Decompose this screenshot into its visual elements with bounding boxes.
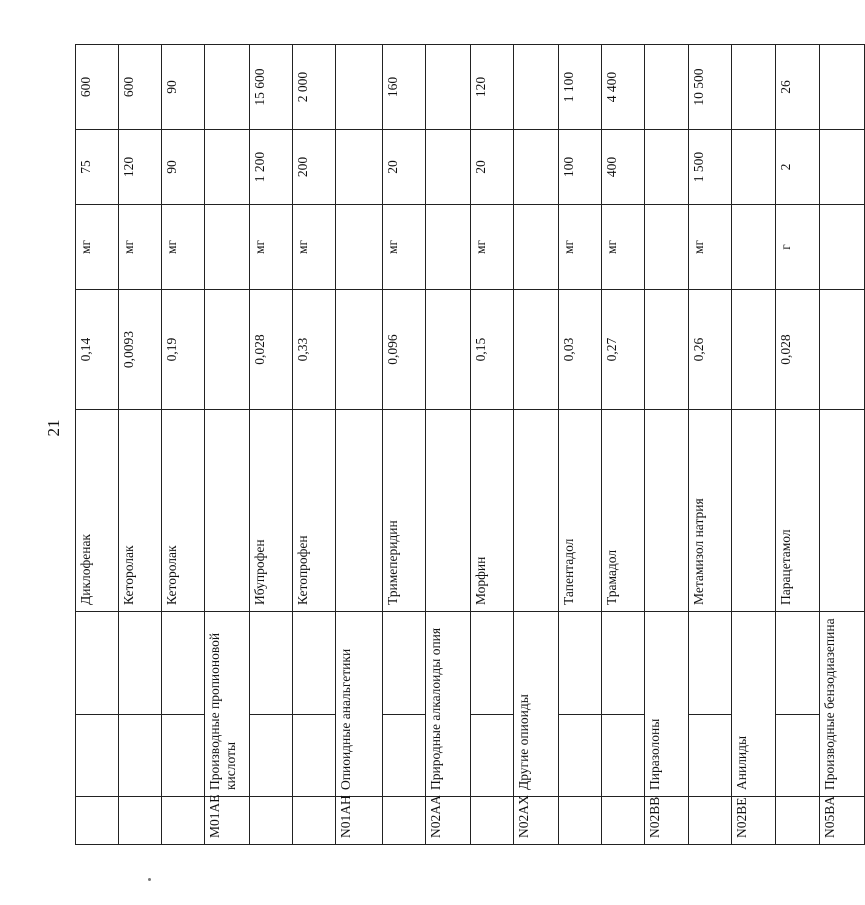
atc-code-cell — [119, 797, 162, 845]
table-row — [426, 45, 471, 845]
drug-name-cell: Кеторолак — [162, 410, 205, 612]
unit-cell: мг — [162, 205, 205, 290]
blank-cell — [119, 612, 162, 715]
value-cell: 0,0093 — [119, 290, 162, 410]
drug-name-cell: Тапентадол — [559, 410, 602, 612]
unit-cell — [820, 205, 865, 290]
dose-cell — [426, 130, 471, 205]
group-name-cell: Производные бензодиазепина — [820, 612, 865, 797]
unit-cell: мг — [559, 205, 602, 290]
value-cell: 0,27 — [602, 290, 645, 410]
drug-name-cell: Трамадол — [602, 410, 645, 612]
atc-code-cell — [162, 797, 205, 845]
drug-name-cell — [645, 410, 689, 612]
dose-cell — [820, 130, 865, 205]
group-name-cell — [559, 715, 602, 797]
total-cell: 10 500 — [689, 45, 732, 130]
value-cell: 0,028 — [250, 290, 293, 410]
blank-cell — [293, 612, 336, 715]
dose-cell: 1 500 — [689, 130, 732, 205]
unit-cell: мг — [383, 205, 426, 290]
drug-name-cell: Метамизол натрия — [689, 410, 732, 612]
drug-name-cell — [426, 410, 471, 612]
total-cell: 600 — [76, 45, 119, 130]
total-cell: 15 600 — [250, 45, 293, 130]
table-row — [76, 45, 119, 845]
atc-code-cell — [250, 797, 293, 845]
atc-code-cell: N02AA — [426, 797, 471, 845]
value-cell — [205, 290, 250, 410]
total-cell: 26 — [776, 45, 820, 130]
group-name-cell: Анилиды — [732, 612, 776, 797]
blank-cell — [162, 612, 205, 715]
group-name-cell — [602, 715, 645, 797]
total-cell: 4 400 — [602, 45, 645, 130]
group-name-cell — [119, 715, 162, 797]
atc-code-cell: M01AE — [205, 797, 250, 845]
table-row — [162, 45, 205, 845]
group-name-cell: Природные алкалоиды опия — [426, 612, 471, 797]
dose-cell: 90 — [162, 130, 205, 205]
blank-cell — [250, 612, 293, 715]
dose-cell: 2 — [776, 130, 820, 205]
dose-cell: 120 — [119, 130, 162, 205]
table-row — [293, 45, 336, 845]
total-cell — [645, 45, 689, 130]
group-name-cell: Производные пропионовой кислоты — [205, 612, 250, 797]
total-cell: 160 — [383, 45, 426, 130]
unit-cell: мг — [119, 205, 162, 290]
drug-name-cell — [820, 410, 865, 612]
table-row — [471, 45, 514, 845]
unit-cell: г — [776, 205, 820, 290]
table-row — [732, 45, 776, 845]
dose-cell — [336, 130, 383, 205]
total-cell — [205, 45, 250, 130]
atc-code-cell — [471, 797, 514, 845]
blank-cell — [602, 612, 645, 715]
value-cell: 0,028 — [776, 290, 820, 410]
dose-cell — [205, 130, 250, 205]
value-cell: 0,096 — [383, 290, 426, 410]
total-cell: 120 — [471, 45, 514, 130]
table-row — [119, 45, 162, 845]
table-row — [689, 45, 732, 845]
total-cell — [820, 45, 865, 130]
total-cell — [732, 45, 776, 130]
total-cell: 2 000 — [293, 45, 336, 130]
value-cell: 0,19 — [162, 290, 205, 410]
total-cell: 90 — [162, 45, 205, 130]
table-row — [250, 45, 293, 845]
blank-cell — [76, 612, 119, 715]
unit-cell: мг — [76, 205, 119, 290]
value-cell: 0,14 — [76, 290, 119, 410]
unit-cell: мг — [602, 205, 645, 290]
drug-name-cell — [732, 410, 776, 612]
drug-name-cell — [514, 410, 559, 612]
atc-code-cell: N01AH — [336, 797, 383, 845]
total-cell — [426, 45, 471, 130]
table-row — [602, 45, 645, 845]
unit-cell: мг — [689, 205, 732, 290]
value-cell — [732, 290, 776, 410]
table-row — [514, 45, 559, 845]
drug-name-cell — [205, 410, 250, 612]
table-row — [645, 45, 689, 845]
unit-cell: мг — [471, 205, 514, 290]
atc-code-cell — [776, 797, 820, 845]
atc-code-cell: N02BB — [645, 797, 689, 845]
dose-cell — [732, 130, 776, 205]
value-cell: 0,15 — [471, 290, 514, 410]
value-cell — [336, 290, 383, 410]
dose-cell: 20 — [383, 130, 426, 205]
dose-cell: 1 200 — [250, 130, 293, 205]
group-name-cell — [689, 715, 732, 797]
value-cell: 0,33 — [293, 290, 336, 410]
blank-cell — [383, 612, 426, 715]
total-cell: 1 100 — [559, 45, 602, 130]
atc-code-cell — [383, 797, 426, 845]
group-name-cell — [383, 715, 426, 797]
dose-cell: 400 — [602, 130, 645, 205]
table-row — [383, 45, 426, 845]
dose-cell — [645, 130, 689, 205]
atc-code-cell: N02BE — [732, 797, 776, 845]
value-cell: 0,26 — [689, 290, 732, 410]
atc-code-cell — [559, 797, 602, 845]
dose-cell: 100 — [559, 130, 602, 205]
group-name-cell — [293, 715, 336, 797]
drug-name-cell: Парацетамол — [776, 410, 820, 612]
group-name-cell — [776, 715, 820, 797]
total-cell — [514, 45, 559, 130]
value-cell — [820, 290, 865, 410]
total-cell — [336, 45, 383, 130]
drug-name-cell: Кетопрофен — [293, 410, 336, 612]
page-number: 21 — [44, 419, 63, 437]
drug-name-cell: Тримеперидин — [383, 410, 426, 612]
dose-cell: 75 — [76, 130, 119, 205]
table-row — [205, 45, 250, 845]
group-name-cell: Пиразолоны — [645, 612, 689, 797]
atc-code-cell — [602, 797, 645, 845]
blank-cell — [559, 612, 602, 715]
unit-cell — [514, 205, 559, 290]
rotated-table-container — [75, 45, 837, 845]
drug-name-cell: Ибупрофен — [250, 410, 293, 612]
drug-name-cell: Кеторолак — [119, 410, 162, 612]
atc-code-cell — [293, 797, 336, 845]
drug-table — [75, 44, 865, 845]
table-row — [820, 45, 865, 845]
table-row — [336, 45, 383, 845]
dose-cell: 20 — [471, 130, 514, 205]
group-name-cell — [76, 715, 119, 797]
total-cell: 600 — [119, 45, 162, 130]
atc-code-cell: N05BA — [820, 797, 865, 845]
table-row — [776, 45, 820, 845]
blank-cell — [689, 612, 732, 715]
dose-cell: 200 — [293, 130, 336, 205]
blank-cell — [471, 612, 514, 715]
unit-cell — [336, 205, 383, 290]
dose-cell — [514, 130, 559, 205]
unit-cell — [426, 205, 471, 290]
group-name-cell — [471, 715, 514, 797]
drug-name-cell: Морфин — [471, 410, 514, 612]
value-cell — [514, 290, 559, 410]
drug-name-cell: Диклофенак — [76, 410, 119, 612]
value-cell — [426, 290, 471, 410]
group-name-cell: Другие опиоиды — [514, 612, 559, 797]
value-cell: 0,03 — [559, 290, 602, 410]
atc-code-cell — [76, 797, 119, 845]
blank-cell — [776, 612, 820, 715]
group-name-cell — [250, 715, 293, 797]
drug-name-cell — [336, 410, 383, 612]
atc-code-cell: N02AX — [514, 797, 559, 845]
unit-cell: мг — [250, 205, 293, 290]
group-name-cell: Опиоидные анальгетики — [336, 612, 383, 797]
scan-speck — [148, 878, 151, 881]
group-name-cell — [162, 715, 205, 797]
value-cell — [645, 290, 689, 410]
unit-cell: мг — [293, 205, 336, 290]
unit-cell — [645, 205, 689, 290]
unit-cell — [205, 205, 250, 290]
atc-code-cell — [689, 797, 732, 845]
unit-cell — [732, 205, 776, 290]
table-row — [559, 45, 602, 845]
